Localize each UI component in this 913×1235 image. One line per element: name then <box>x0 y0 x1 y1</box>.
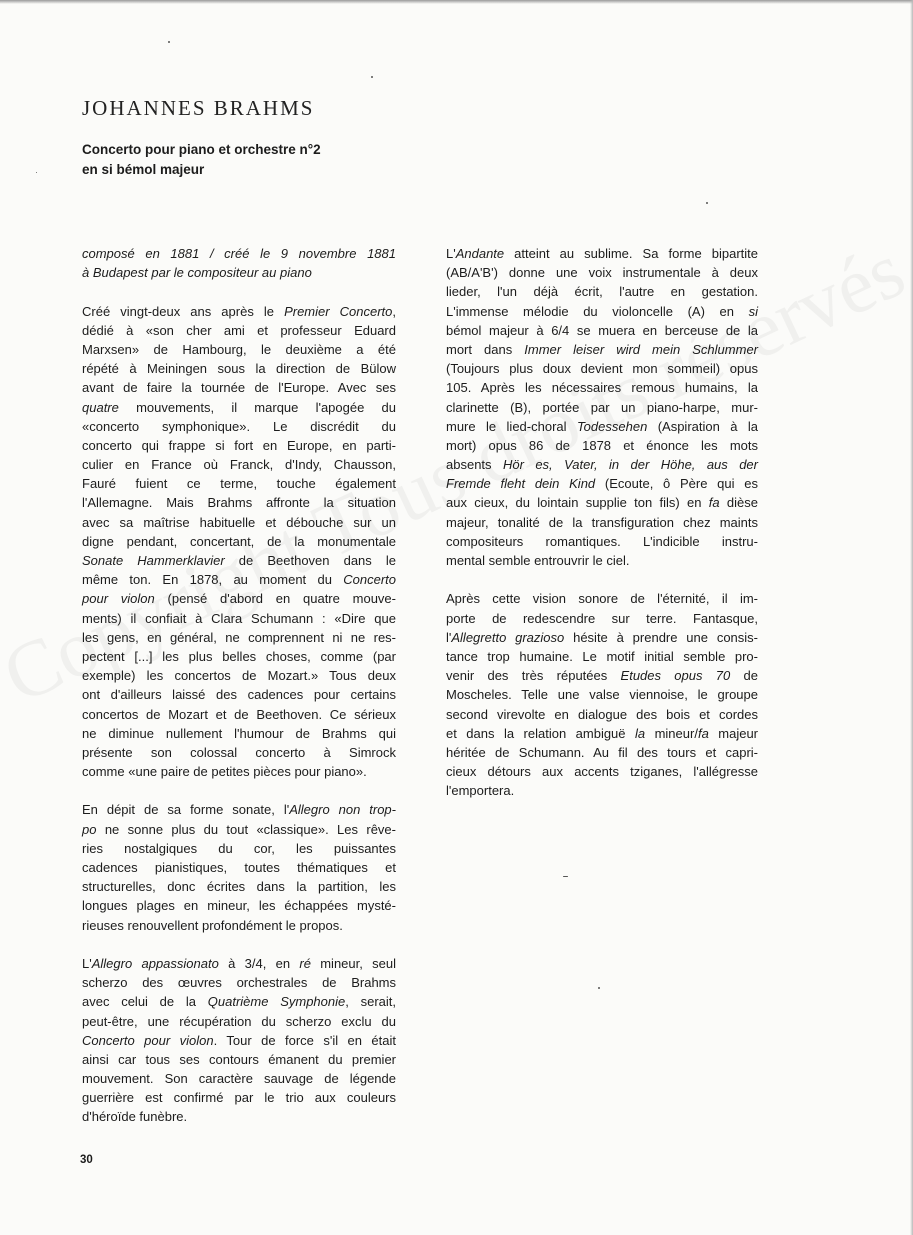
text-run: même ton. En 1878, au moment du <box>82 572 344 588</box>
text-line <box>82 455 396 474</box>
text-run: En dépit de sa forme sonate, l' <box>82 802 290 818</box>
text-run: second virevolte en dialogue des bois et cordes <box>446 706 758 722</box>
text-line <box>446 302 758 321</box>
text-run: mure le lied-choral <box>446 418 577 434</box>
text-line <box>82 973 396 992</box>
text-line <box>82 839 396 858</box>
text-line <box>446 551 758 570</box>
text-line <box>82 858 396 877</box>
work-title-line-2: en si bémol majeur <box>82 162 205 177</box>
text-line <box>82 570 396 589</box>
text-run: (pensé d'abord en quatre mouve- <box>154 591 396 607</box>
italic-text: composé en 1881 / créé le 9 novembre 1881 <box>82 246 396 261</box>
page-top-edge <box>0 0 913 4</box>
text-line <box>82 724 396 743</box>
text-line <box>82 551 396 570</box>
text-line <box>446 455 758 474</box>
text-line <box>82 743 396 762</box>
italic-text: Concerto <box>343 572 396 588</box>
composer-name: JOHANNES BRAHMS <box>82 96 315 120</box>
text-line <box>82 820 396 839</box>
text-line <box>446 378 758 397</box>
text-line <box>82 263 396 282</box>
text-line <box>82 877 396 896</box>
text-line <box>82 436 396 455</box>
italic-text: Allegro non trop- <box>289 802 396 818</box>
italic-text: Etudes opus 70 <box>620 668 731 684</box>
text-line <box>82 417 396 436</box>
text-line <box>82 474 396 493</box>
text-run: . Tour de force s'il en était <box>213 1032 396 1048</box>
text-run: concertos de Mozart et de Beethoven. Ce sérieux <box>82 706 396 722</box>
text-line <box>446 417 758 436</box>
text-run: exemple) les concertos de Mozart.» Tous deux <box>82 668 396 684</box>
text-line <box>446 647 758 666</box>
text-run: mineur, seul <box>310 955 397 971</box>
text-run: porte de redescendre sur terre. Fantasque, <box>446 610 758 626</box>
text-line <box>82 666 396 685</box>
italic-text: Fremde fleht dein Kind <box>446 476 596 492</box>
text-run: ainsi car tous ses contours émanent du premier <box>82 1051 396 1067</box>
text-line <box>82 340 396 359</box>
text-run: mineur/ <box>645 725 698 741</box>
text-line <box>82 916 396 935</box>
scan-speck <box>598 987 600 989</box>
italic-text: Allegro appassionato <box>91 955 219 971</box>
scan-speck <box>36 172 37 173</box>
text-run: structurelles, donc écrites dans la partition, les <box>82 879 396 895</box>
text-run: avec celui de la <box>82 994 208 1010</box>
text-run: L'immense mélodie du violoncelle (A) en <box>446 303 749 319</box>
text-line <box>446 398 758 417</box>
left-text-column <box>82 244 396 1127</box>
text-run: tance trop humaine. Le motif initial semble pro- <box>446 648 758 664</box>
text-line <box>82 896 396 915</box>
text-run: 105. Après les nécessaires remous humains, la <box>446 380 758 396</box>
text-line <box>82 244 396 263</box>
italic-text: Immer leiser wird mein Schlummer <box>524 341 758 357</box>
text-run: «concerto symphonique». Le discrédit du <box>82 418 396 434</box>
text-run: mort dans <box>446 341 525 357</box>
text-run: les gens, en général, ne comprennent ni ne res- <box>82 629 396 645</box>
text-run: comme «une paire de petites pièces pour piano». <box>82 764 367 780</box>
text-run: (Ecoute, ô Père qui es <box>595 476 758 492</box>
scan-speck <box>371 76 373 78</box>
text-line <box>446 321 758 340</box>
text-run: concerto qui frappe si fort en Europe, en parti- <box>82 437 396 453</box>
text-run: de Beethoven dans le <box>224 553 396 568</box>
text-run: L' <box>82 955 92 971</box>
text-line <box>446 685 758 704</box>
italic-text: la <box>635 725 646 741</box>
text-run: l' <box>446 629 452 645</box>
text-line <box>82 493 396 512</box>
text-run: répété à Meiningen sous la direction de Bülow <box>82 361 396 377</box>
text-run: héritée de Schumann. Au fil des tours et capri- <box>446 744 758 760</box>
text-run: , serait, <box>345 994 397 1010</box>
italic-text: Allegretto grazioso <box>451 629 565 645</box>
text-line <box>446 282 758 301</box>
text-run: d'héroïde funèbre. <box>82 1109 188 1125</box>
italic-text: Premier Concerto <box>284 303 393 319</box>
text-line <box>446 666 758 685</box>
scan-speck <box>563 876 568 877</box>
text-line <box>82 609 396 628</box>
page-number: 30 <box>80 1154 93 1166</box>
text-run: clarinette (B), portée par un piano-harpe, mur- <box>446 399 758 415</box>
work-title-line-1: Concerto pour piano et orchestre n°2 <box>82 142 321 157</box>
text-run: digne pendant, concertant, de la monumentale <box>82 533 396 549</box>
text-run: (AB/A'B') donne une voix instrumentale à deux <box>446 265 758 281</box>
text-line <box>446 340 758 359</box>
text-run: mouvements, il marque l'apogée du <box>118 399 396 415</box>
text-run: majeur, tonalité de la transfiguration chez maints <box>446 514 758 530</box>
right-text-column <box>446 244 758 800</box>
italic-text: Andante <box>455 246 505 261</box>
text-run: culier en France où Franck, d'Indy, Chausson, <box>82 457 396 473</box>
text-line <box>446 724 758 743</box>
text-line <box>82 705 396 724</box>
text-run: peut-être, une récupération du scherzo exclu du <box>82 1013 396 1029</box>
text-run: Après cette vision sonore de l'éternité, il im- <box>446 591 758 607</box>
text-line <box>446 474 758 493</box>
text-line <box>82 513 396 532</box>
text-line <box>446 532 758 551</box>
text-run: atteint au sublime. Sa forme bipartite <box>504 246 758 261</box>
italic-text: Todessehen <box>576 418 648 434</box>
paragraph-gap <box>446 570 758 589</box>
italic-text: fa <box>708 495 720 511</box>
text-line <box>82 954 396 973</box>
italic-text: po <box>82 821 97 837</box>
italic-text: si <box>748 303 758 319</box>
text-line <box>446 628 758 647</box>
text-line <box>446 244 758 263</box>
text-run: longues plages en mineur, les échappées mysté- <box>82 898 396 914</box>
text-line <box>446 705 758 724</box>
text-run: bémol majeur à 6/4 se muera en berceuse de la <box>446 322 758 338</box>
text-run: cieux détours aux accents tziganes, l'allégresse <box>446 764 758 780</box>
italic-text: quatre <box>82 399 119 415</box>
italic-text: fa <box>697 725 709 741</box>
text-line <box>82 800 396 819</box>
text-line <box>82 378 396 397</box>
text-line <box>82 1050 396 1069</box>
text-run: ont d'ailleurs laissé des cadences pour certains <box>82 687 396 703</box>
text-line <box>82 321 396 340</box>
italic-text: Hör es, Vater, in der Höhe, aus der <box>502 457 758 473</box>
text-run: mental semble entrouvrir le ciel. <box>446 553 630 568</box>
text-line <box>82 1031 396 1050</box>
italic-text: pour violon <box>82 591 155 607</box>
italic-text: Quatrième Symphonie <box>207 994 346 1010</box>
text-line <box>82 398 396 417</box>
text-run: Marxsen» de Hambourg, le deuxième a été <box>82 341 396 357</box>
text-line <box>82 532 396 551</box>
text-run: dédié à «son cher ami et professeur Eduard <box>82 322 396 338</box>
text-line <box>446 359 758 378</box>
text-line <box>82 1069 396 1088</box>
text-run: mort) opus 86 de 1878 et énonce les mots <box>446 437 758 453</box>
text-run: avant de faire la tournée de l'Europe. Avec ses <box>82 380 396 396</box>
text-line <box>82 685 396 704</box>
text-run: scherzo des œuvres orchestrales de Brahms <box>82 975 396 991</box>
text-run: majeur <box>708 725 758 741</box>
text-run: L' <box>446 246 456 261</box>
text-run: ments) il confiait à Clara Schumann : «Dire que <box>82 610 396 626</box>
text-line <box>82 1107 396 1126</box>
text-run: guerrière est confirmé par le trio aux couleurs <box>82 1090 396 1106</box>
text-run: lieder, l'un déjà écrit, l'autre en gestation. <box>446 284 758 300</box>
text-run: aux cieux, du lointain supplie ton fils) en <box>446 495 709 511</box>
scan-speck <box>706 202 708 204</box>
text-line <box>446 263 758 282</box>
text-run: venir des très réputées <box>446 668 621 684</box>
paragraph-gap <box>82 282 396 301</box>
text-line <box>82 762 396 781</box>
text-line <box>446 493 758 512</box>
italic-text: à Budapest par le compositeur au piano <box>82 265 312 281</box>
text-run: (Toujours plus doux devient mon sommeil) opus <box>446 361 758 377</box>
text-run: hésite à prendre une consis- <box>564 629 759 645</box>
text-run: dièse <box>719 495 758 511</box>
italic-text: ré <box>299 955 311 971</box>
text-line <box>82 1088 396 1107</box>
scan-speck <box>168 41 170 43</box>
text-run: l'emportera. <box>446 783 515 799</box>
text-line <box>82 302 396 321</box>
text-line <box>446 436 758 455</box>
text-run: avec sa maîtrise habituelle et débouche sur un <box>82 514 396 530</box>
text-line <box>82 992 396 1011</box>
paragraph-gap <box>82 781 396 800</box>
paragraph-gap <box>82 935 396 954</box>
text-line <box>446 743 758 762</box>
text-run: ne diminue nullement l'humour de Brahms qui <box>82 725 396 741</box>
text-run: cadences pianistiques, toutes thématiques et <box>82 860 396 875</box>
text-run: et dans la relation ambiguë <box>446 725 635 741</box>
text-run: Fauré fuient ce terme, touche également <box>82 476 396 492</box>
text-line <box>446 762 758 781</box>
work-title <box>82 140 462 180</box>
italic-text: Sonate Hammerklavier <box>82 553 225 568</box>
text-line <box>82 628 396 647</box>
text-line <box>82 1012 396 1031</box>
text-run: Moscheles. Telle une valse viennoise, le groupe <box>446 687 758 703</box>
text-run: ne sonne plus du tout «classique». Les rêve- <box>96 821 396 837</box>
text-line <box>446 609 758 628</box>
text-run: rieuses renouvellent profondément le propos. <box>82 917 343 933</box>
text-run: à 3/4, en <box>218 955 300 971</box>
text-run: , <box>392 303 397 319</box>
text-run: présente son colossal concerto à Simrock <box>82 744 396 760</box>
text-run: Créé vingt-deux ans après le <box>82 303 285 319</box>
text-line <box>446 781 758 800</box>
italic-text: Concerto pour violon <box>82 1032 214 1048</box>
text-run: compositeurs romantiques. L'indicible instru- <box>446 533 758 549</box>
text-run: pectent [...] les plus belles choses, comme (par <box>82 648 396 664</box>
text-run: de <box>730 668 758 684</box>
text-line <box>82 647 396 666</box>
text-run: absents <box>446 457 503 473</box>
text-run: ries nostalgiques du cor, les puissantes <box>82 840 396 856</box>
text-run: (Aspiration à la <box>647 418 759 434</box>
text-line <box>446 589 758 608</box>
text-line <box>82 359 396 378</box>
text-line <box>446 513 758 532</box>
text-run: mouvement. Son caractère sauvage de légende <box>82 1071 396 1087</box>
text-line <box>82 589 396 608</box>
text-run: l'Allemagne. Mais Brahms affronte la situation <box>82 495 396 511</box>
